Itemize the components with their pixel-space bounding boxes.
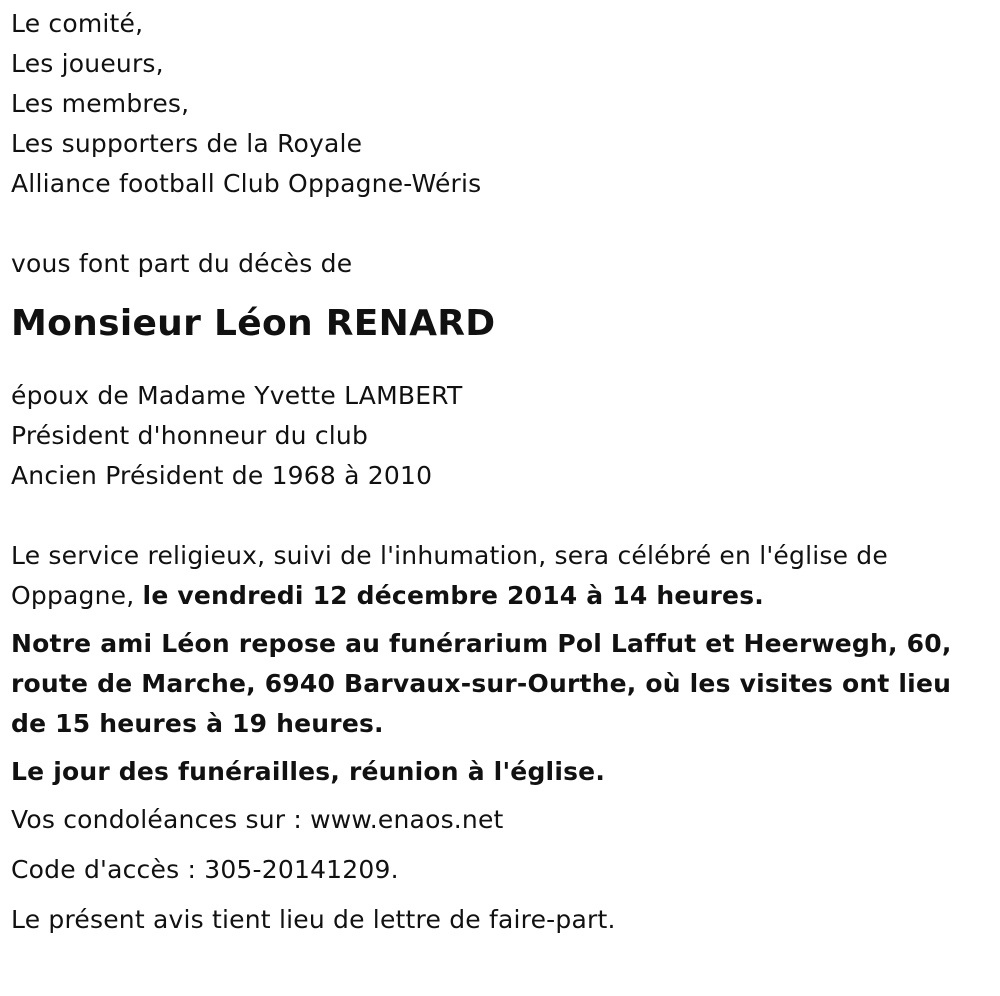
service-text: Le service religieux, suivi de l'inhumation, sera célébré en l'église de Oppagne, [11,541,888,610]
access-code-line: Code d'accès : 305-20141209. [11,855,399,884]
intro-line-club: Alliance football Club Oppagne-Wéris [11,169,482,198]
spacer [11,346,1000,376]
condolences-line: Vos condoléances sur : www.enaos.net [11,805,504,834]
funerarium-paragraph: Notre ami Léon repose au funérarium Pol Laffut et Heerwegh, 60, route de Marche, 6940 Barvaux-sur-Ourthe, où les visites ont lieu de 15 heures à 19 heures. [11,629,952,738]
announcement: vous font part du décès de [11,249,353,278]
intro-line-players: Les joueurs, [11,49,164,78]
notice-line: Le présent avis tient lieu de lettre de faire-part. [11,905,616,934]
deceased-name: Monsieur Léon RENARD [11,303,496,344]
detail-former-president: Ancien Président de 1968 à 2010 [11,461,433,490]
spacer [11,204,1000,244]
detail-spouse: époux de Madame Yvette LAMBERT [11,381,463,410]
intro-line-supporters: Les supporters de la Royale [11,129,363,158]
service-paragraph [11,536,986,616]
detail-honorary-president: Président d'honneur du club [11,421,369,450]
spacer [11,496,1000,536]
service-date: le vendredi 12 décembre 2014 à 14 heures. [142,581,764,610]
funeral-day-paragraph: Le jour des funérailles, réunion à l'église. [11,757,606,786]
intro-line-members: Les membres, [11,89,190,118]
intro-line-committee: Le comité, [11,9,144,38]
